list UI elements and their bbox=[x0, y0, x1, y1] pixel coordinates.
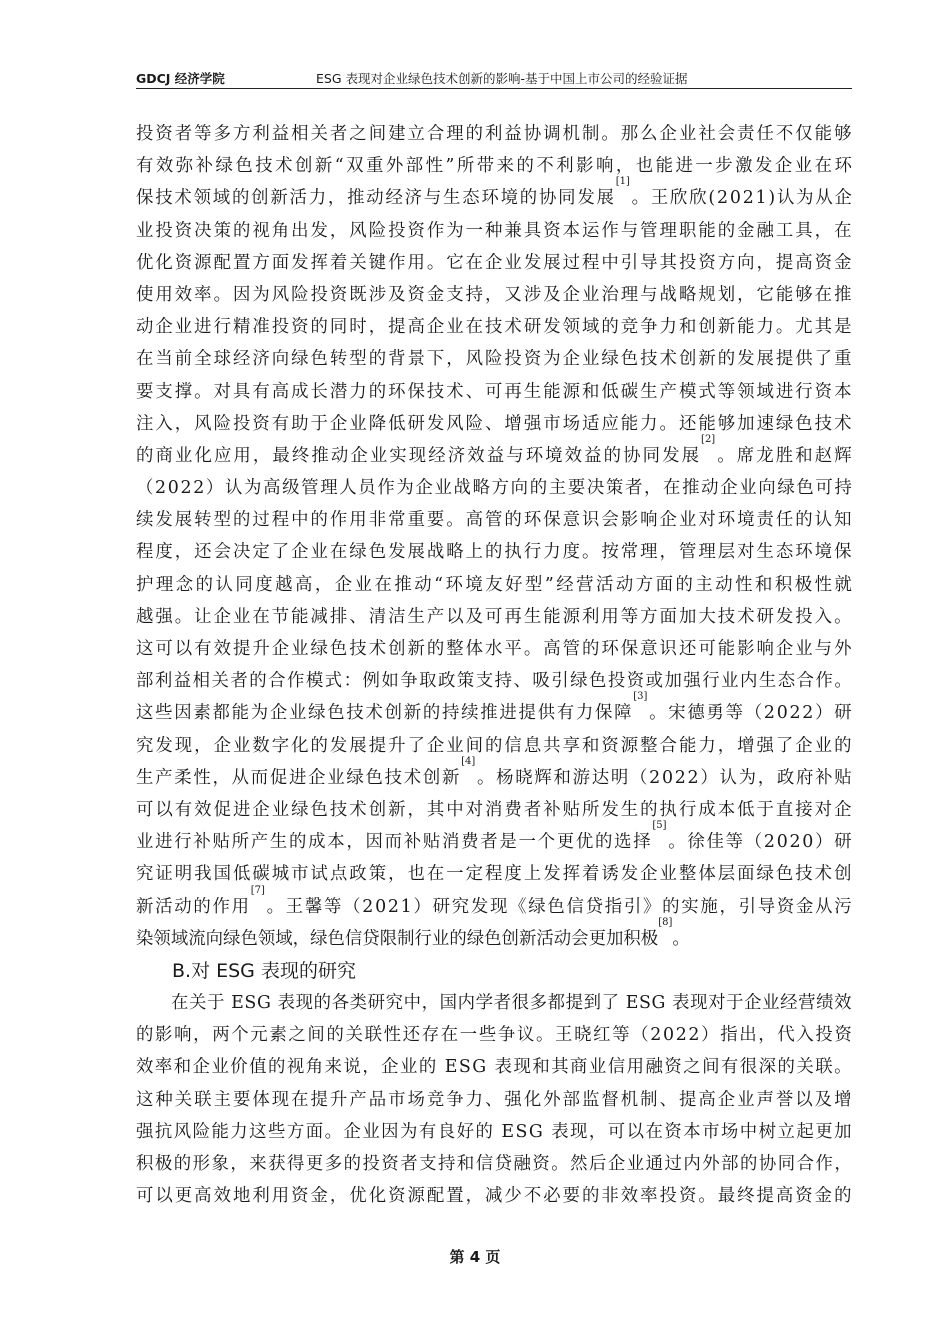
text-line: 效 率 和 企 业 价 值 的 视 角 来 说 ， 企 业 的 E S G 表 现 和 其 商 业 信 用 融 资 之 间 有 很 深 的 关 联 。 bbox=[136, 1057, 852, 1078]
text-line: 要 支 撑 。 对 具 有 高 成 长 潜 力 的 环 保 技 术 、 可 再 生 能 源 和 低 碳 生 产 模 式 等 领 域 进 行 资 本 bbox=[136, 381, 852, 402]
text-line: 程 度 ， 还 会 决 定 了 企 业 在 绿 色 发 展 战 略 上 的 执 行 力 度 。 按 常 理 ， 管 理 层 对 生 态 环 境 保 bbox=[136, 542, 852, 563]
text-line: 染 领 域 流 向 绿 色 领 域 ， 绿 色 信 贷 限 制 行 业 的 绿 色 创 新 活 动 会 更 加 积 极 [8] 。 bbox=[136, 916, 690, 949]
header-title: ESG 表现对企业绿色技术创新的影响-基于中国上市公司的经验证据 bbox=[316, 71, 688, 86]
section-heading: B.对 ESG 表现的研究 bbox=[172, 959, 356, 982]
text-line: 新 活 动 的 作 用 [7] 。 王 馨 等 （ 2 0 2 1 ） 研 究 发 现 《 绿 色 信 贷 指 引 》 的 实 施 ， 引 导 资 金 从 污 bbox=[136, 884, 852, 917]
text-line: 续 发 展 转 型 的 过 程 中 的 作 用 非 常 重 要 。 高 管 的 环 保 意 识 会 影 响 企 业 对 环 境 责 任 的 认 知 bbox=[136, 510, 852, 531]
text-line: 使 用 效 率 。 因 为 风 险 投 资 既 涉 及 资 金 支 持 ， 又 涉 及 企 业 治 理 与 战 略 规 划 ， 它 能 够 在 推 bbox=[136, 284, 852, 305]
text-line: 业 进 行 补 贴 所 产 生 的 成 本 ， 因 而 补 贴 消 费 者 是 一 个 更 优 的 选 择 [5] 。 徐 佳 等 （ 2 0 2 0 ） 研 bbox=[136, 820, 852, 853]
text-line: 优 化 资 源 配 置 方 面 发 挥 着 关 键 作 用 。 它 在 企 业 发 展 过 程 中 引 导 其 投 资 方 向 ， 提 高 资 金 bbox=[136, 252, 852, 273]
text-line: 动 企 业 进 行 精 准 投 资 的 同 时 ， 提 高 企 业 在 技 术 研 发 领 域 的 竞 争 力 和 创 新 能 力 。 尤 其 是 bbox=[136, 317, 852, 338]
text-line: 积 极 的 形 象 ， 来 获 得 更 多 的 投 资 者 支 持 和 信 贷 融 资 。 然 后 企 业 通 过 内 外 部 的 协 同 合 作 ， bbox=[136, 1154, 852, 1174]
header-journal: GDCJ 经济学院 bbox=[136, 71, 225, 86]
text-line: 可 以 有 效 促 进 企 业 绿 色 技 术 创 新 ， 其 中 对 消 费 者 补 贴 所 发 生 的 执 行 成 本 低 于 直 接 对 企 bbox=[136, 799, 852, 820]
text-line: 究 发 现 ， 企 业 数 字 化 的 发 展 提 升 了 企 业 间 的 信 息 共 享 和 资 源 整 合 能 力 ， 增 强 了 企 业 的 bbox=[136, 735, 852, 756]
text-line: 业 投 资 决 策 的 视 角 出 发 ， 风 险 投 资 作 为 一 种 兼 具 资 本 运 作 与 管 理 职 能 的 金 融 工 具 ， 在 bbox=[136, 220, 852, 241]
text-line: 这 些 因 素 都 能 为 企 业 绿 色 技 术 创 新 的 持 续 推 进 提 供 有 力 保 障 [3] 。 宋 德 勇 等 （ 2 0 2 2 ） 研 bbox=[136, 691, 852, 724]
text-line: 有 效 弥 补 绿 色 技 术 创 新 “ 双 重 外 部 性 ” 所 带 来 的 不 利 影 响 ， 也 能 进 一 步 激 发 企 业 在 环 bbox=[136, 156, 852, 177]
body-text bbox=[136, 118, 852, 1212]
text-line: 部 利 益 相 关 者 的 合 作 模 式 ： 例 如 争 取 政 策 支 持 、 吸 引 绿 色 投 资 或 加 强 行 业 内 生 态 合 作 。 bbox=[136, 671, 852, 692]
text-line: 越 强 。 让 企 业 在 节 能 减 排 、 清 洁 生 产 以 及 可 再 生 能 源 利 用 等 方 面 加 大 技 术 研 发 投 入 。 bbox=[136, 606, 852, 627]
text-line: 在 关 于 E S G 表 现 的 各 类 研 究 中 ， 国 内 学 者 很 多 都 提 到 了 E S G 表 现 对 于 企 业 经 营 绩 效 bbox=[171, 993, 852, 1014]
page-number: 第 4 页 bbox=[449, 1248, 501, 1266]
text-line: 生 产 柔 性 ， 从 而 促 进 企 业 绿 色 技 术 创 新 [4] 。 杨 晓 辉 和 游 达 明 （ 2 0 2 2 ） 认 为 ， 政 府 补 贴 bbox=[136, 755, 852, 788]
text-line: （ 2 0 2 2 ） 认 为 高 级 管 理 人 员 作 为 企 业 战 略 方 向 的 主 要 决 策 者 ， 在 推 动 企 业 向 绿 色 可 持 bbox=[136, 478, 852, 499]
text-line: 这 种 关 联 主 要 体 现 在 提 升 产 品 市 场 竞 争 力 、 强 化 外 部 监 督 机 制 、 提 高 企 业 声 誉 以 及 增 bbox=[136, 1089, 852, 1110]
text-line: 强 抗 风 险 能 力 这 些 方 面 。 企 业 因 为 有 良 好 的 E S G 表 现 ， 可 以 在 资 本 市 场 中 树 立 起 更 加 bbox=[136, 1121, 852, 1142]
text-line: 的 商 业 化 应 用 ， 最 终 推 动 企 业 实 现 经 济 效 益 与 环 境 效 益 的 协 同 发 展 [2] 。 席 龙 胜 和 赵 辉 bbox=[136, 433, 852, 466]
text-line: 究 证 明 我 国 低 碳 城 市 试 点 政 策 ， 也 在 一 定 程 度 上 发 挥 着 诱 发 企 业 整 体 层 面 绿 色 技 术 创 bbox=[136, 864, 852, 885]
text-line: 的 影 响 ， 两 个 元 素 之 间 的 关 联 性 还 存 在 一 些 争 议 。 王 晓 红 等 （ 2 0 2 2 ） 指 出 ， 代 入 投 资 bbox=[136, 1025, 852, 1046]
page-header bbox=[136, 68, 852, 89]
paragraph-1 bbox=[136, 118, 852, 955]
text-line: 在 当 前 全 球 经 济 向 绿 色 转 型 的 背 景 下 ， 风 险 投 资 为 企 业 绿 色 技 术 创 新 的 发 展 提 供 了 重 bbox=[136, 349, 852, 370]
text-line: 这 可 以 有 效 提 升 企 业 绿 色 技 术 创 新 的 整 体 水 平 。 高 管 的 环 保 意 识 还 可 能 影 响 企 业 与 外 bbox=[136, 639, 852, 659]
text-line: 护 理 念 的 认 同 度 越 高 ， 企 业 在 推 动 “ 环 境 友 好 型 ” 经 营 活 动 方 面 的 主 动 性 和 积 极 性 就 bbox=[136, 574, 852, 595]
paragraph-2 bbox=[136, 987, 852, 1212]
text-line: 投 资 者 等 多 方 利 益 相 关 者 之 间 建 立 合 理 的 利 益 协 调 机 制 。 那 么 企 业 社 会 责 任 不 仅 能 够 bbox=[136, 124, 852, 144]
text-line: 注 入 ， 风 险 投 资 有 助 于 企 业 降 低 研 发 风 险 、 增 强 市 场 适 应 能 力 。 还 能 够 加 速 绿 色 技 术 bbox=[136, 413, 852, 434]
text-line: 可 以 更 高 效 地 利 用 资 金 ， 优 化 资 源 配 置 ， 减 少 不 必 要 的 非 效 率 投 资 。 最 终 提 高 资 金 的 bbox=[136, 1186, 852, 1207]
text-line: 保 技 术 领 域 的 创 新 活 力 ， 推 动 经 济 与 生 态 环 境 的 协 同 发 展 [1] 。 王 欣 欣 ( 2 0 2 1 ) 认 为 从 企 bbox=[136, 176, 852, 209]
